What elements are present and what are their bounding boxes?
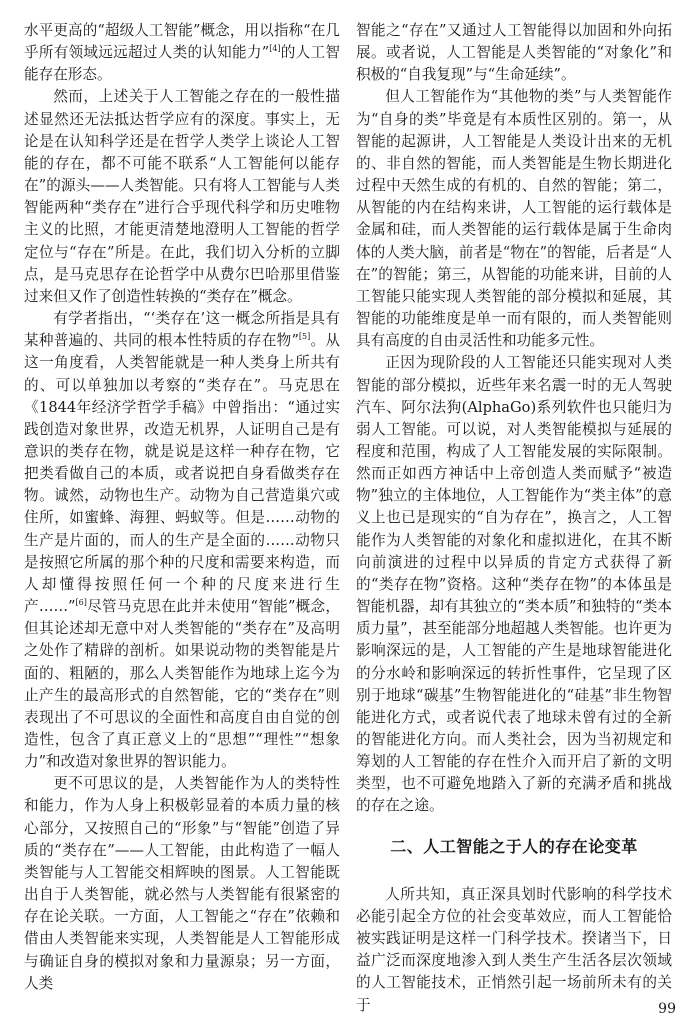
paragraph-text: 有学者指出，“‘类存在’这一概念所指是具有某种普遍的、共同的根本性特质的存在物” <box>24 310 340 350</box>
paragraph-text: 。从这一角度看，人类智能就是一种人类身上所共有的、可以单独加以考察的“类存在”。马克思在《1844年经济学哲学手稿》中曾指出：“通过实践创造对象世界，改造无机界，人证明自己是有意识的类存在物，就是说是这样一种存在物，它把类看做自己的本质，或者说把自身看做类存在物。诚然，动物也生产。动物为自己营造巢穴或住所，如蜜蜂、海狸、蚂蚁等。但是……动物的生产是片面的，而人的生产是全面的……动物只是按照它所属的那个种的尺度和需要来构造，而人却懂得按照任何一个种的尺度来进行生产……” <box>24 332 340 616</box>
paragraph: 但人工智能作为“其他物的类”与人类智能作为“自身的类”毕竟是有本质性区别的。第一，从智能的起源讲，人工智能是人类设计出来的无机的、非自然的智能，而人类智能是生物长期进化过程中天然生成的有机的、自然的智能；第二，从智能的内在结构来讲，人工智能的运行载体是金属和硅，而人类智能的运行载体是属于生命肉体的人类大脑，前者是“物在”的智能，后者是“人在”的智能；第三，从智能的功能来讲，目前的人工智能只能实现人类智能的部分模拟和延展，其智能的功能维度是单一而有限的，而人类智能则具有高度的自由灵活性和功能多元性。 <box>356 88 672 350</box>
citation-ref: [4] <box>269 44 281 54</box>
paragraph-text: 的人工智能存在形态。 <box>24 44 340 84</box>
paragraph: 正因为现阶段的人工智能还只能实现对人类智能的部分模拟，近些年来名震一时的无人驾驶汽车、阿尔法狗(AlphaGo)系列软件也只能归为弱人工智能。可以说，对人类智能模拟与延展的程度和范围，构成了人工智能发展的实际限制。然而正如西方神话中上帝创造人类而赋予“被造物”独立的主体地位，人工智能作为“类主体”的意义上也已是现实的“自为存在”，换言之，人工智能作为人类智能的对象化和虚拟进化，在其不断向前演进的过程中以异质的肯定方式获得了新的“类存在物”资格。这种“类存在物”的本体虽是智能机器，却有其独立的“类本质”和独特的“类本质力量”，甚至能部分地超越人类智能。也许更为影响深远的是，人工智能的产生是地球智能进化的分水岭和影响深远的转折性事件，它呈现了区别于地球“碳基”生物智能进化的“硅基”非生物智能进化方式，或者说代表了地球未曾有过的全新的智能进化方向。而人类社会，因为当初规定和筹划的人工智能的存在性介入而开启了新的文明类型，也不可避免地踏入了新的充满矛盾和挑战的存在之途。 <box>356 354 672 815</box>
paragraph-text: 尽管马克思在此并未使用“智能”概念，但其论述却无意中对人类智能的“类存在”及高明之处作了精辟的剖析。如果说动物的类智能是片面的、粗陋的，那么人类智能作为地球上迄今为止产生的最高形式的自然智能，它的“类存在”则表现出了不可思议的全面性和高度自由自觉的创造性，包含了真正意义上的“思想”“理性”“想象力”和改造对象世界的智识能力。 <box>24 598 340 771</box>
section-heading: 二、人工智能之于人的存在论变革 <box>390 836 638 856</box>
right-column <box>356 20 672 1017</box>
paragraph-text: 水平更高的“超级人工智能”概念，用以指称“在几乎所有领域远远超过人类的认知能力” <box>24 22 340 62</box>
paragraph <box>24 20 340 86</box>
paragraph: 人所共知，真正深具划时代影响的科学技术必能引起全方位的社会变革效应，而人工智能恰被实践证明是这样一门科学技术。揆诸当下，日益广泛而深度地渗入到人类生产生活各层次领域的人工智能技术，正悄然引起一场前所未有的关于 <box>356 885 672 1014</box>
citation-ref: [6] <box>75 598 87 608</box>
citation-ref: [5] <box>298 332 311 342</box>
paragraph <box>24 308 340 773</box>
paragraph: 智能之“存在”又通过人工智能得以加固和外向拓展。或者说，人工智能是人类智能的“对象化”和积极的“自我复现”与“生命延续”。 <box>356 22 672 84</box>
left-column <box>24 20 340 995</box>
page-number: 99 <box>658 1001 676 1017</box>
paragraph: 更不可思议的是，人类智能作为人的类特性和能力，作为人身上积极彰显着的本质力量的核心部分，又按照自己的“形象”与“智能”创造了异质的“类存在”——人工智能，由此构造了一幅人类智能与人工智能交相辉映的图景。人工智能既出自于人类智能，就必然与人类智能有很紧密的存在论关联。一方面，人工智能之“存在”依赖和借由人类智能来实现，人类智能是人工智能形成与确证自身的模拟对象和力量源泉；另一方面，人类 <box>24 775 340 992</box>
paragraph: 然而，上述关于人工智能之存在的一般性描述显然还无法抵达哲学应有的深度。事实上，无论是在认知科学还是在哲学人类学上谈论人工智能的存在，都不可能不联系“人工智能何以能存在”的源头——人类智能。只有将人工智能与人类智能两种“类存在”进行合乎现代科学和历史唯物主义的比照，才能更清楚地澄明人工智能的哲学定位与“存在”所是。在此，我们切入分析的立脚点，是马克思存在论哲学中从费尔巴哈那里借鉴过来但又作了创造性转换的“类存在”概念。 <box>24 88 340 305</box>
